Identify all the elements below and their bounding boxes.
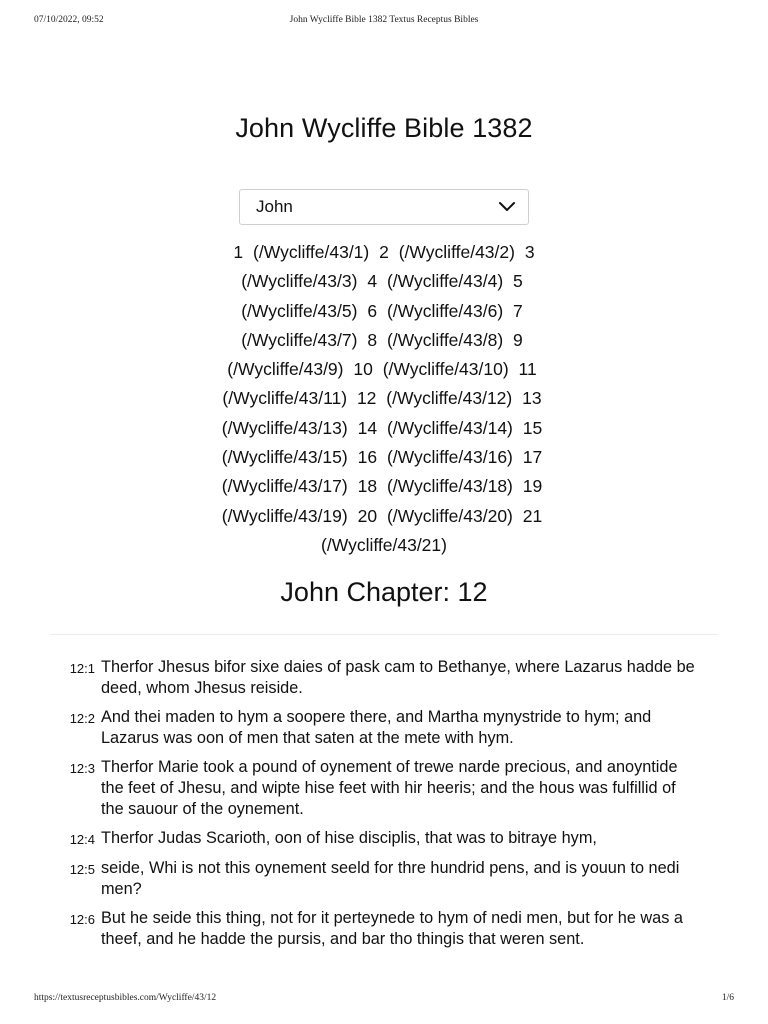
chapter-link-number: 9: [513, 329, 523, 350]
book-select-value: John: [256, 197, 293, 216]
chapter-link-18[interactable]: [354, 476, 513, 496]
verse-row: [0, 707, 768, 749]
chapter-link-number: 18: [357, 476, 378, 497]
chapter-link-14[interactable]: [354, 418, 513, 438]
verse-text: But he seide this thing, not for it perteynede to hym of nedi men, but for he was a theef, and he hadde the pursis, and bar tho thingis that weren sent.: [101, 909, 683, 948]
chapter-link-number: 3: [524, 242, 535, 262]
chapter-link-path: (/Wycliffe/43/5): [241, 300, 358, 321]
chapter-link-path: (/Wycliffe/43/20): [386, 505, 513, 526]
chapter-link-16[interactable]: [354, 447, 513, 467]
chapter-link-path: (/Wycliffe/43/13): [221, 417, 348, 438]
chapter-link-2[interactable]: [375, 242, 515, 262]
chapter-link-path: (/Wycliffe/43/3): [241, 271, 358, 292]
verse-list: [0, 657, 768, 958]
chapter-link-number: 19: [522, 476, 543, 497]
chapter-link-20[interactable]: [354, 506, 513, 526]
chapter-link-path: (/Wycliffe/43/8): [386, 329, 504, 350]
chapter-link-path: (/Wycliffe/43/15): [221, 447, 348, 468]
chapter-link-number: 4: [367, 271, 378, 292]
chapter-link-4[interactable]: [363, 271, 503, 291]
chapter-link-path: (/Wycliffe/43/1): [253, 242, 370, 262]
print-page-number: 1/6: [721, 993, 734, 1003]
chapter-link-path: (/Wycliffe/43/9): [227, 359, 344, 380]
verse-ref: 12:2: [69, 711, 95, 726]
verse-ref: 12:5: [69, 862, 95, 877]
chapter-link-number: 7: [513, 300, 523, 321]
chevron-down-icon: [498, 201, 516, 213]
book-select[interactable]: [239, 189, 529, 225]
chapter-link-number: 10: [353, 359, 373, 380]
chapter-link-number: 6: [367, 300, 378, 321]
chapter-link-number: 17: [522, 447, 543, 468]
verse-ref: 12:6: [69, 912, 95, 927]
chapter-link-number: 16: [357, 447, 378, 468]
chapter-link-number: 14: [357, 417, 378, 438]
chapter-link-1[interactable]: [229, 242, 369, 262]
verse-row: [0, 858, 768, 900]
verse-ref: 12:1: [69, 661, 95, 676]
print-doc-title: John Wycliffe Bible 1382 Textus Receptus Bibles: [289, 15, 479, 25]
chapter-link-number: 15: [522, 417, 543, 438]
chapter-link-12[interactable]: [353, 388, 512, 408]
divider: [50, 634, 718, 635]
chapter-link-8[interactable]: [363, 330, 503, 350]
chapter-link-path: (/Wycliffe/43/14): [386, 417, 513, 438]
site-title: John Wycliffe Bible 1382: [235, 113, 533, 143]
verse-text: Therfor Judas Scarioth, oon of hise disciplis, that was to bitraye hym,: [101, 829, 597, 847]
chapter-link-number: 20: [357, 505, 378, 526]
verse-ref: 12:4: [69, 832, 95, 847]
verse-row: [0, 757, 768, 820]
verse-row: [0, 657, 768, 699]
chapter-link-path: (/Wycliffe/43/12): [386, 388, 513, 409]
chapter-link-number: 8: [367, 329, 378, 350]
verse-text: seide, Whi is not this oynement seeld for thre hundrid pens, and is youun to nedi men?: [101, 859, 680, 898]
verse-row: [0, 908, 768, 950]
chapter-link-path: (/Wycliffe/43/6): [386, 300, 504, 321]
verse-text: Therfor Marie took a pound of oynement of trewe narde precious, and anoyntide the feet of Jhesu, and wipte hise feet with hir heeris; and the hous was fulfillid of the sauour of the oynement.: [101, 758, 678, 818]
verse-text: Therfor Jhesus bifor sixe daies of pask cam to Bethanye, where Lazarus hadde be deed, whom Jhesus reiside.: [101, 658, 695, 697]
chapter-link-number: 2: [379, 242, 389, 262]
chapter-link-number: 13: [522, 388, 542, 409]
chapter-link-number: 11: [518, 359, 537, 380]
chapter-link-path: (/Wycliffe/43/11): [222, 388, 348, 409]
chapter-link-path: (/Wycliffe/43/10): [382, 359, 509, 380]
chapter-link-path: (/Wycliffe/43/2): [398, 242, 515, 262]
chapter-link-number: 5: [513, 271, 523, 292]
verse-text: And thei maden to hym a soopere there, and Martha mynystride to hym; and Lazarus was oon of men that saten at the mete with hym.: [101, 708, 652, 747]
print-datetime: 07/10/2022, 09:52: [34, 15, 104, 25]
verse-ref: 12:3: [69, 761, 95, 776]
chapter-link-6[interactable]: [363, 301, 503, 321]
chapter-link-path: (/Wycliffe/43/19): [221, 505, 348, 526]
chapter-link-path: (/Wycliffe/43/17): [221, 476, 348, 497]
chapter-link-number: 12: [356, 388, 377, 409]
chapter-link-path: (/Wycliffe/43/16): [386, 447, 513, 468]
chapter-link-path: (/Wycliffe/43/21): [321, 534, 447, 555]
chapter-link-path: (/Wycliffe/43/18): [386, 476, 513, 497]
chapter-link-10[interactable]: [349, 359, 508, 379]
print-url: https://textusreceptusbibles.com/Wycliffe/43/12: [34, 993, 217, 1003]
chapter-links: [198, 238, 570, 560]
chapter-link-number: 21: [522, 505, 543, 526]
chapter-title: John Chapter: 12: [280, 577, 488, 607]
chapter-link-number: 1: [233, 242, 244, 262]
verse-row: [0, 828, 768, 850]
chapter-link-path: (/Wycliffe/43/7): [241, 329, 358, 350]
chapter-link-path: (/Wycliffe/43/4): [386, 271, 504, 292]
